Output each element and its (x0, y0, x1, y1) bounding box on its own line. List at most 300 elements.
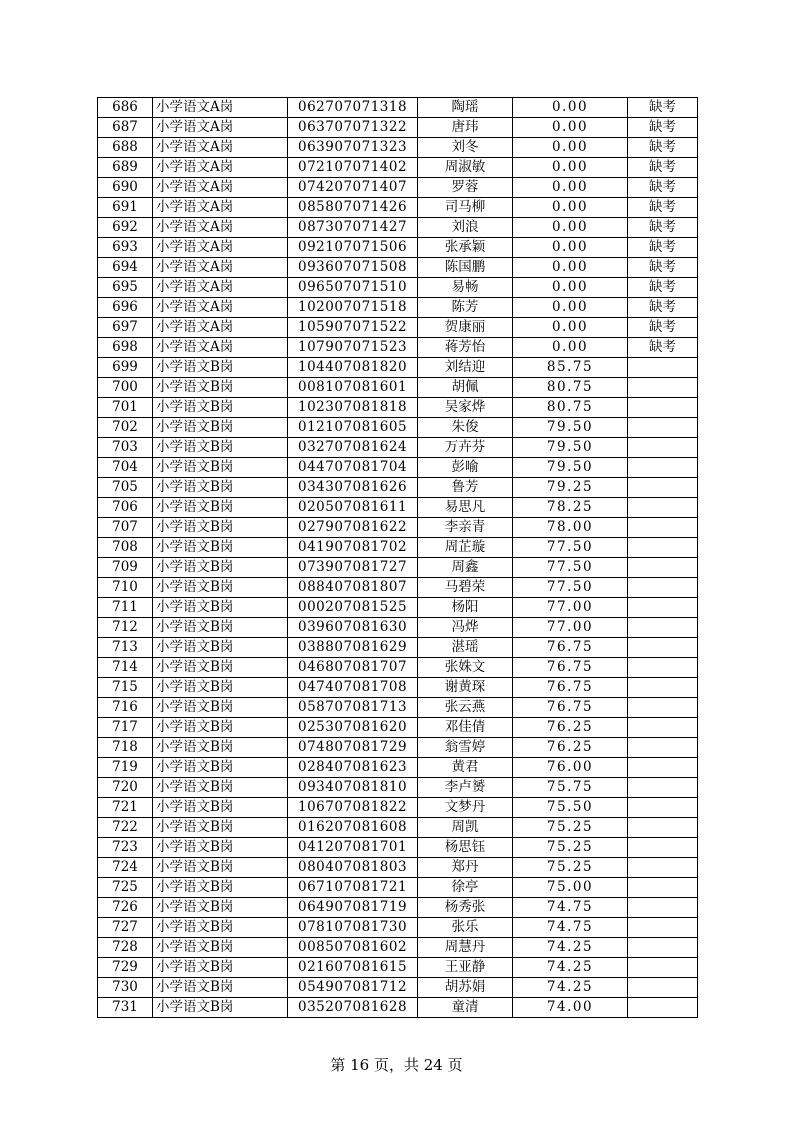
table-row (98, 558, 698, 578)
cell-note (628, 658, 698, 678)
table-row (98, 198, 698, 218)
cell-score: 79.25 (513, 478, 628, 498)
cell-position: 小学语文B岗 (153, 698, 288, 718)
cell-name: 易思凡 (418, 498, 513, 518)
cell-exam-id: 041207081701 (288, 838, 418, 858)
cell-note: 缺考 (628, 238, 698, 258)
cell-note (628, 478, 698, 498)
table-row (98, 298, 698, 318)
cell-score: 0.00 (513, 258, 628, 278)
cell-note (628, 458, 698, 478)
cell-name: 唐玮 (418, 118, 513, 138)
cell-exam-id: 047407081708 (288, 678, 418, 698)
cell-position: 小学语文B岗 (153, 438, 288, 458)
cell-exam-id: 096507071510 (288, 278, 418, 298)
cell-position: 小学语文B岗 (153, 398, 288, 418)
cell-note: 缺考 (628, 98, 698, 118)
cell-note (628, 898, 698, 918)
table-row (98, 438, 698, 458)
cell-position: 小学语文B岗 (153, 618, 288, 638)
cell-name: 陶瑶 (418, 98, 513, 118)
cell-note (628, 778, 698, 798)
cell-position: 小学语文B岗 (153, 718, 288, 738)
cell-exam-id: 034307081626 (288, 478, 418, 498)
cell-note (628, 598, 698, 618)
table-row (98, 98, 698, 118)
cell-number: 722 (98, 818, 153, 838)
cell-position: 小学语文B岗 (153, 758, 288, 778)
table-row (98, 678, 698, 698)
cell-exam-id: 078107081730 (288, 918, 418, 938)
cell-name: 朱俊 (418, 418, 513, 438)
cell-position: 小学语文B岗 (153, 998, 288, 1018)
cell-number: 694 (98, 258, 153, 278)
cell-name: 李亲青 (418, 518, 513, 538)
cell-score: 85.75 (513, 358, 628, 378)
cell-number: 721 (98, 798, 153, 818)
cell-exam-id: 087307071427 (288, 218, 418, 238)
cell-note (628, 498, 698, 518)
cell-exam-id: 035207081628 (288, 998, 418, 1018)
cell-position: 小学语文B岗 (153, 518, 288, 538)
cell-number: 716 (98, 698, 153, 718)
cell-score: 0.00 (513, 318, 628, 338)
cell-position: 小学语文B岗 (153, 898, 288, 918)
cell-number: 698 (98, 338, 153, 358)
cell-name: 杨思钰 (418, 838, 513, 858)
cell-note (628, 738, 698, 758)
cell-position: 小学语文A岗 (153, 238, 288, 258)
cell-number: 709 (98, 558, 153, 578)
cell-number: 725 (98, 878, 153, 898)
cell-exam-id: 107907071523 (288, 338, 418, 358)
cell-score: 75.25 (513, 818, 628, 838)
cell-number: 703 (98, 438, 153, 458)
cell-number: 731 (98, 998, 153, 1018)
cell-exam-id: 020507081611 (288, 498, 418, 518)
cell-position: 小学语文B岗 (153, 578, 288, 598)
cell-exam-id: 067107081721 (288, 878, 418, 898)
cell-name: 陈国鹏 (418, 258, 513, 278)
cell-name: 刘结迎 (418, 358, 513, 378)
cell-exam-id: 063707071322 (288, 118, 418, 138)
cell-name: 张姝文 (418, 658, 513, 678)
cell-name: 易畅 (418, 278, 513, 298)
cell-position: 小学语文B岗 (153, 858, 288, 878)
cell-position: 小学语文B岗 (153, 778, 288, 798)
cell-name: 湛瑶 (418, 638, 513, 658)
cell-note (628, 938, 698, 958)
cell-name: 胡苏娟 (418, 978, 513, 998)
cell-exam-id: 064907081719 (288, 898, 418, 918)
cell-name: 张承颖 (418, 238, 513, 258)
cell-note (628, 618, 698, 638)
cell-note: 缺考 (628, 138, 698, 158)
cell-number: 712 (98, 618, 153, 638)
cell-name: 蒋芳怡 (418, 338, 513, 358)
cell-score: 77.50 (513, 558, 628, 578)
table-row (98, 998, 698, 1018)
cell-position: 小学语文A岗 (153, 198, 288, 218)
table-row (98, 618, 698, 638)
cell-note (628, 858, 698, 878)
cell-score: 78.25 (513, 498, 628, 518)
cell-note (628, 558, 698, 578)
cell-note (628, 718, 698, 738)
cell-score: 74.25 (513, 978, 628, 998)
cell-name: 黄君 (418, 758, 513, 778)
cell-name: 王亚静 (418, 958, 513, 978)
cell-number: 724 (98, 858, 153, 878)
table-row (98, 118, 698, 138)
cell-exam-id: 102007071518 (288, 298, 418, 318)
cell-exam-id: 074807081729 (288, 738, 418, 758)
table-row (98, 478, 698, 498)
page-footer: 第 16 页，共 24 页 (330, 1056, 463, 1074)
cell-number: 728 (98, 938, 153, 958)
cell-note (628, 538, 698, 558)
table-row (98, 578, 698, 598)
table-row (98, 418, 698, 438)
cell-number: 692 (98, 218, 153, 238)
cell-position: 小学语文A岗 (153, 98, 288, 118)
table-row (98, 738, 698, 758)
cell-exam-id: 027907081622 (288, 518, 418, 538)
cell-exam-id: 041907081702 (288, 538, 418, 558)
cell-position: 小学语文B岗 (153, 878, 288, 898)
cell-number: 689 (98, 158, 153, 178)
cell-exam-id: 085807071426 (288, 198, 418, 218)
cell-note (628, 358, 698, 378)
cell-note: 缺考 (628, 318, 698, 338)
cell-note (628, 878, 698, 898)
cell-exam-id: 008107081601 (288, 378, 418, 398)
cell-exam-id: 104407081820 (288, 358, 418, 378)
cell-position: 小学语文A岗 (153, 298, 288, 318)
cell-name: 张乐 (418, 918, 513, 938)
cell-number: 704 (98, 458, 153, 478)
cell-exam-id: 080407081803 (288, 858, 418, 878)
cell-note (628, 638, 698, 658)
cell-position: 小学语文A岗 (153, 318, 288, 338)
cell-name: 张云燕 (418, 698, 513, 718)
cell-name: 胡佩 (418, 378, 513, 398)
cell-number: 691 (98, 198, 153, 218)
cell-position: 小学语文B岗 (153, 558, 288, 578)
cell-name: 周鑫 (418, 558, 513, 578)
cell-score: 80.75 (513, 378, 628, 398)
cell-position: 小学语文B岗 (153, 798, 288, 818)
cell-score: 79.50 (513, 458, 628, 478)
cell-note (628, 518, 698, 538)
cell-position: 小学语文B岗 (153, 818, 288, 838)
table-row (98, 498, 698, 518)
cell-note (628, 998, 698, 1018)
cell-score: 79.50 (513, 418, 628, 438)
cell-note (628, 578, 698, 598)
cell-position: 小学语文B岗 (153, 658, 288, 678)
cell-name: 翁雪婷 (418, 738, 513, 758)
cell-position: 小学语文B岗 (153, 358, 288, 378)
table-row (98, 398, 698, 418)
cell-name: 杨阳 (418, 598, 513, 618)
table-row (98, 898, 698, 918)
cell-number: 700 (98, 378, 153, 398)
cell-score: 0.00 (513, 98, 628, 118)
cell-name: 刘浪 (418, 218, 513, 238)
cell-exam-id: 016207081608 (288, 818, 418, 838)
cell-exam-id: 074207071407 (288, 178, 418, 198)
table-row (98, 518, 698, 538)
cell-exam-id: 012107081605 (288, 418, 418, 438)
cell-score: 75.25 (513, 838, 628, 858)
cell-name: 万卉芬 (418, 438, 513, 458)
cell-name: 罗蓉 (418, 178, 513, 198)
cell-name: 杨秀张 (418, 898, 513, 918)
cell-name: 文梦丹 (418, 798, 513, 818)
table-row (98, 458, 698, 478)
cell-exam-id: 072107071402 (288, 158, 418, 178)
table-row (98, 218, 698, 238)
cell-score: 74.75 (513, 898, 628, 918)
cell-number: 697 (98, 318, 153, 338)
cell-exam-id: 073907081727 (288, 558, 418, 578)
cell-note (628, 398, 698, 418)
cell-score: 75.25 (513, 858, 628, 878)
table-row (98, 838, 698, 858)
cell-score: 79.50 (513, 438, 628, 458)
table-row (98, 658, 698, 678)
cell-note: 缺考 (628, 118, 698, 138)
table-row (98, 138, 698, 158)
table-row (98, 638, 698, 658)
table-row (98, 918, 698, 938)
cell-exam-id: 008507081602 (288, 938, 418, 958)
cell-number: 714 (98, 658, 153, 678)
table-row (98, 338, 698, 358)
cell-exam-id: 105907071522 (288, 318, 418, 338)
cell-score: 77.50 (513, 578, 628, 598)
cell-note (628, 918, 698, 938)
cell-position: 小学语文A岗 (153, 218, 288, 238)
cell-exam-id: 092107071506 (288, 238, 418, 258)
table-row (98, 378, 698, 398)
cell-note (628, 978, 698, 998)
table-row (98, 538, 698, 558)
cell-exam-id: 025307081620 (288, 718, 418, 738)
table-row (98, 318, 698, 338)
table-row (98, 278, 698, 298)
cell-exam-id: 032707081624 (288, 438, 418, 458)
cell-position: 小学语文B岗 (153, 678, 288, 698)
cell-position: 小学语文B岗 (153, 938, 288, 958)
cell-name: 马碧荣 (418, 578, 513, 598)
cell-note (628, 758, 698, 778)
cell-score: 76.00 (513, 758, 628, 778)
cell-name: 周慧丹 (418, 938, 513, 958)
cell-exam-id: 088407081807 (288, 578, 418, 598)
cell-number: 719 (98, 758, 153, 778)
cell-number: 726 (98, 898, 153, 918)
table-row (98, 258, 698, 278)
cell-name: 童清 (418, 998, 513, 1018)
cell-exam-id: 039607081630 (288, 618, 418, 638)
cell-score: 75.00 (513, 878, 628, 898)
cell-score: 0.00 (513, 218, 628, 238)
cell-score: 0.00 (513, 198, 628, 218)
cell-number: 723 (98, 838, 153, 858)
table-row (98, 798, 698, 818)
cell-name: 吴家烨 (418, 398, 513, 418)
table-row (98, 958, 698, 978)
cell-score: 76.25 (513, 718, 628, 738)
cell-number: 711 (98, 598, 153, 618)
cell-name: 彭喻 (418, 458, 513, 478)
cell-position: 小学语文B岗 (153, 738, 288, 758)
cell-number: 699 (98, 358, 153, 378)
cell-name: 李卢赟 (418, 778, 513, 798)
cell-score: 77.00 (513, 618, 628, 638)
cell-score: 0.00 (513, 298, 628, 318)
cell-score: 76.75 (513, 658, 628, 678)
cell-note: 缺考 (628, 258, 698, 278)
cell-score: 0.00 (513, 158, 628, 178)
cell-note: 缺考 (628, 158, 698, 178)
cell-number: 715 (98, 678, 153, 698)
cell-score: 76.75 (513, 638, 628, 658)
cell-number: 717 (98, 718, 153, 738)
cell-position: 小学语文B岗 (153, 918, 288, 938)
cell-name: 徐亭 (418, 878, 513, 898)
cell-position: 小学语文B岗 (153, 958, 288, 978)
cell-score: 78.00 (513, 518, 628, 538)
cell-position: 小学语文B岗 (153, 538, 288, 558)
cell-position: 小学语文B岗 (153, 498, 288, 518)
cell-name: 贺康丽 (418, 318, 513, 338)
cell-score: 74.25 (513, 958, 628, 978)
cell-exam-id: 038807081629 (288, 638, 418, 658)
cell-name: 周凯 (418, 818, 513, 838)
cell-exam-id: 021607081615 (288, 958, 418, 978)
cell-position: 小学语文B岗 (153, 458, 288, 478)
cell-score: 76.75 (513, 678, 628, 698)
cell-note (628, 818, 698, 838)
cell-number: 708 (98, 538, 153, 558)
cell-exam-id: 046807081707 (288, 658, 418, 678)
cell-exam-id: 102307081818 (288, 398, 418, 418)
cell-position: 小学语文A岗 (153, 178, 288, 198)
table-row (98, 698, 698, 718)
cell-number: 718 (98, 738, 153, 758)
cell-note (628, 438, 698, 458)
cell-exam-id: 093407081810 (288, 778, 418, 798)
cell-score: 74.00 (513, 998, 628, 1018)
table-row (98, 758, 698, 778)
cell-number: 713 (98, 638, 153, 658)
cell-score: 0.00 (513, 278, 628, 298)
table-row (98, 778, 698, 798)
cell-score: 77.50 (513, 538, 628, 558)
cell-exam-id: 058707081713 (288, 698, 418, 718)
cell-name: 冯烨 (418, 618, 513, 638)
table-row (98, 238, 698, 258)
cell-position: 小学语文B岗 (153, 378, 288, 398)
cell-exam-id: 044707081704 (288, 458, 418, 478)
cell-score: 75.50 (513, 798, 628, 818)
cell-score: 0.00 (513, 118, 628, 138)
cell-number: 710 (98, 578, 153, 598)
cell-name: 周淑敏 (418, 158, 513, 178)
cell-position: 小学语文A岗 (153, 338, 288, 358)
table-row (98, 178, 698, 198)
cell-exam-id: 054907081712 (288, 978, 418, 998)
cell-position: 小学语文A岗 (153, 278, 288, 298)
cell-name: 刘冬 (418, 138, 513, 158)
table-row (98, 598, 698, 618)
cell-exam-id: 106707081822 (288, 798, 418, 818)
table-row (98, 158, 698, 178)
cell-position: 小学语文B岗 (153, 598, 288, 618)
cell-score: 0.00 (513, 238, 628, 258)
cell-note (628, 378, 698, 398)
cell-exam-id: 093607071508 (288, 258, 418, 278)
table-row (98, 818, 698, 838)
cell-position: 小学语文A岗 (153, 118, 288, 138)
cell-position: 小学语文B岗 (153, 978, 288, 998)
cell-position: 小学语文B岗 (153, 418, 288, 438)
cell-name: 司马柳 (418, 198, 513, 218)
table-row (98, 938, 698, 958)
table-row (98, 718, 698, 738)
cell-name: 陈芳 (418, 298, 513, 318)
cell-note (628, 798, 698, 818)
cell-number: 696 (98, 298, 153, 318)
cell-position: 小学语文A岗 (153, 258, 288, 278)
table-row (98, 858, 698, 878)
cell-score: 75.75 (513, 778, 628, 798)
cell-score: 76.75 (513, 698, 628, 718)
cell-note: 缺考 (628, 298, 698, 318)
cell-score: 0.00 (513, 138, 628, 158)
cell-number: 688 (98, 138, 153, 158)
cell-name: 邓佳倩 (418, 718, 513, 738)
cell-score: 76.25 (513, 738, 628, 758)
cell-position: 小学语文B岗 (153, 838, 288, 858)
cell-score: 0.00 (513, 338, 628, 358)
cell-number: 686 (98, 98, 153, 118)
cell-note (628, 958, 698, 978)
cell-name: 谢黄琛 (418, 678, 513, 698)
cell-name: 郑丹 (418, 858, 513, 878)
cell-score: 77.00 (513, 598, 628, 618)
cell-number: 720 (98, 778, 153, 798)
cell-note (628, 838, 698, 858)
cell-note (628, 678, 698, 698)
cell-score: 74.25 (513, 938, 628, 958)
cell-note: 缺考 (628, 218, 698, 238)
cell-number: 730 (98, 978, 153, 998)
cell-exam-id: 063907071323 (288, 138, 418, 158)
cell-position: 小学语文A岗 (153, 158, 288, 178)
cell-note: 缺考 (628, 178, 698, 198)
cell-note (628, 698, 698, 718)
cell-number: 693 (98, 238, 153, 258)
table-row (98, 978, 698, 998)
cell-name: 鲁芳 (418, 478, 513, 498)
table-row (98, 878, 698, 898)
cell-name: 周芷璇 (418, 538, 513, 558)
cell-number: 687 (98, 118, 153, 138)
